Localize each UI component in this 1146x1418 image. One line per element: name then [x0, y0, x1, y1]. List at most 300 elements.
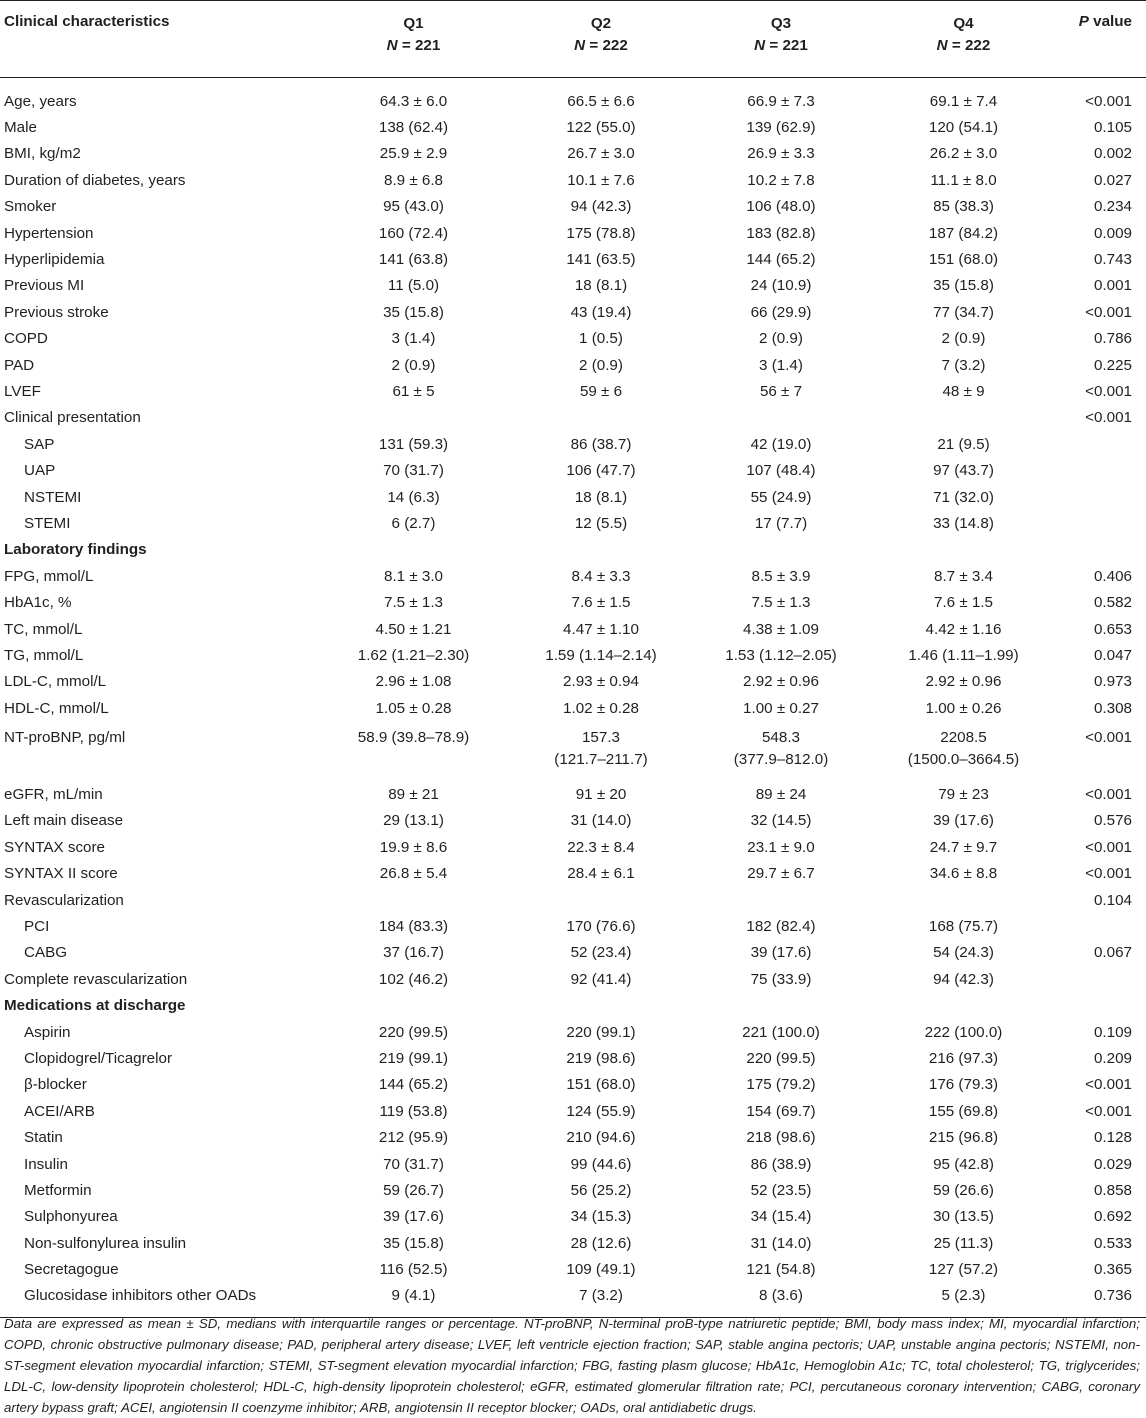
table-row [0, 1019, 1146, 1045]
cell-q3: 218 (98.6) [746, 1129, 816, 1147]
cell-q3-value: 548.3 [761, 729, 800, 747]
cell-q3: 26.9 ± 3.3 [747, 145, 815, 163]
cell-q4: 48 ± 9 [942, 382, 985, 400]
table-row [0, 695, 1146, 721]
cell-q3: 106 (48.0) [746, 198, 816, 216]
row-label: Clinical presentation [4, 409, 141, 427]
cell-q4: 215 (96.8) [928, 1129, 999, 1147]
cell-q2: 99 (44.6) [570, 1155, 632, 1173]
table-row [0, 642, 1146, 668]
cell-q1: 141 (63.8) [378, 251, 449, 269]
cell-q4: 94 (42.3) [933, 970, 994, 988]
cell-q1: 1.62 (1.21–2.30) [357, 646, 470, 664]
cell-q1: 160 (72.4) [378, 224, 449, 242]
cell-q2: 18 (8.1) [574, 277, 628, 295]
header-q2-n-value: = 222 [589, 37, 628, 54]
row-label: BMI, kg/m2 [4, 145, 81, 163]
cell-q3: 3 (1.4) [759, 356, 803, 374]
cell-q3 [691, 721, 871, 781]
row-label: LDL-C, mmol/L [4, 673, 107, 691]
table-row [0, 194, 1146, 220]
cell-q4: 33 (14.8) [933, 514, 994, 532]
cell-q1: 4.50 ± 1.21 [375, 620, 452, 638]
table-row [0, 834, 1146, 860]
cell-q3: 8 (3.6) [691, 1283, 871, 1318]
cell-q3: 8.5 ± 3.9 [751, 567, 811, 585]
table-row [0, 616, 1146, 642]
table-row [0, 431, 1146, 457]
cell-q2: 7 (3.2) [511, 1283, 691, 1318]
row-label: Complete revascularization [4, 970, 188, 988]
cell-q2: 7.6 ± 1.5 [571, 594, 631, 612]
cell-p-value: 0.067 [1093, 944, 1132, 962]
cell-q3 [691, 537, 871, 563]
cell-q1 [316, 993, 511, 1019]
cell-q1: 138 (62.4) [378, 119, 449, 137]
table-row [0, 887, 1146, 913]
cell-q4: 2.92 ± 0.96 [925, 673, 1002, 691]
cell-q3: 55 (24.9) [750, 488, 812, 506]
cell-p-value: 0.047 [1093, 646, 1132, 664]
row-label: Insulin [24, 1155, 68, 1173]
cell-p-value: 0.128 [1093, 1129, 1132, 1147]
cell-q1 [316, 405, 511, 431]
table-row [0, 1098, 1146, 1124]
cell-q4: 7.6 ± 1.5 [934, 594, 993, 612]
cell-q4 [871, 405, 1056, 431]
cell-q1: 35 (15.8) [383, 1234, 444, 1252]
header-q3-n-value: = 221 [769, 37, 808, 54]
row-label: Glucosidase inhibitors other OADs [0, 1283, 316, 1318]
cell-q3: 66 (29.9) [750, 303, 812, 321]
header-row [0, 1, 1146, 78]
cell-q4 [871, 537, 1056, 563]
cell-q2: 22.3 ± 8.4 [567, 838, 635, 856]
table-row [0, 141, 1146, 167]
table-row [0, 220, 1146, 246]
row-label: Smoker [4, 198, 57, 216]
row-label: Statin [24, 1129, 63, 1147]
cell-q2: 28 (12.6) [570, 1234, 632, 1252]
cell-q4: 5 (2.3) [871, 1283, 1056, 1318]
table-row [0, 510, 1146, 536]
row-label: Left main disease [4, 812, 124, 830]
cell-q2: 170 (76.6) [566, 918, 636, 936]
cell-q1: 39 (17.6) [383, 1208, 444, 1226]
cell-q1: 1.05 ± 0.28 [375, 699, 452, 717]
cell-q2: 8.4 ± 3.3 [571, 567, 631, 585]
cell-q4: 2 (0.9) [941, 330, 986, 348]
row-label: Hypertension [4, 224, 94, 242]
cell-q4: 26.2 ± 3.0 [929, 145, 998, 163]
cell-q2: 18 (8.1) [574, 488, 628, 506]
cell-q2: 2.93 ± 0.94 [563, 673, 639, 691]
cell-p-value: 0.692 [1093, 1208, 1132, 1226]
cell-q2: 86 (38.7) [570, 435, 632, 453]
cell-q4: 155 (69.8) [928, 1102, 999, 1120]
cell-q2 [511, 993, 691, 1019]
row-label: Previous stroke [4, 303, 109, 321]
cell-q4: 8.7 ± 3.4 [934, 567, 993, 585]
cell-q3: 42 (19.0) [750, 435, 812, 453]
cell-q4 [871, 887, 1056, 913]
cell-q3: 32 (14.5) [750, 812, 812, 830]
cell-q3: 29.7 ± 6.7 [747, 865, 815, 883]
cell-p-value: 0.973 [1093, 673, 1132, 691]
table-row [0, 1124, 1146, 1150]
cell-p-value: 0.736 [1056, 1283, 1146, 1318]
cell-q2: 59 ± 6 [579, 382, 623, 400]
cell-q4 [871, 721, 1056, 781]
header-q1-n-value: = 221 [401, 37, 441, 54]
cell-q2: 31 (14.0) [570, 812, 632, 830]
row-label: CABG [24, 944, 68, 962]
cell-q2: 56 (25.2) [570, 1181, 632, 1199]
cell-q3: 23.1 ± 9.0 [747, 838, 815, 856]
header-q3-name: Q3 [770, 15, 792, 32]
table-row [0, 781, 1146, 807]
cell-q2: 141 (63.5) [566, 251, 636, 269]
header-q4-n [871, 35, 1056, 57]
row-label: UAP [24, 462, 56, 480]
cell-q3: 220 (99.5) [746, 1049, 816, 1067]
cell-q1: 3 (1.4) [391, 330, 436, 348]
cell-p-value: 0.406 [1093, 567, 1132, 585]
table-row [0, 326, 1146, 352]
cell-q4-value: 2208.5 [940, 729, 987, 747]
cell-q4: 95 (42.8) [933, 1155, 994, 1173]
cell-p-value [1056, 484, 1146, 510]
cell-p-value [1056, 537, 1146, 563]
cell-q3 [691, 405, 871, 431]
cell-q3: 75 (33.9) [750, 970, 812, 988]
table-row [0, 1045, 1146, 1071]
cell-q2 [511, 721, 691, 781]
cell-q2: 1.59 (1.14–2.14) [545, 646, 657, 664]
row-label: Male [4, 119, 37, 137]
row-label: NT-proBNP, pg/ml [4, 729, 126, 747]
cell-q3: 107 (48.4) [746, 462, 816, 480]
cell-q1: 6 (2.7) [391, 514, 436, 532]
cell-q4: 34.6 ± 8.8 [929, 865, 998, 883]
cell-q4: 1.00 ± 0.26 [925, 699, 1002, 717]
cell-q2: 91 ± 20 [575, 786, 627, 804]
cell-q4: 35 (15.8) [933, 277, 994, 295]
cell-q4: 187 (84.2) [928, 224, 999, 242]
cell-q4: 216 (97.3) [928, 1049, 999, 1067]
cell-q4: 71 (32.0) [933, 488, 994, 506]
header-q3-n-label: N [754, 37, 766, 54]
cell-q4: 151 (68.0) [928, 251, 999, 269]
cell-q3: 52 (23.5) [750, 1181, 812, 1199]
row-label: Clopidogrel/Ticagrelor [24, 1049, 173, 1067]
row-label: HDL-C, mmol/L [4, 699, 109, 717]
row-label: SAP [24, 435, 55, 453]
row-label: NSTEMI [24, 488, 82, 506]
cell-q1: 131 (59.3) [378, 435, 449, 453]
cell-q2: 109 (49.1) [566, 1261, 636, 1279]
header-q1-n [316, 35, 511, 57]
cell-q1: 26.8 ± 5.4 [379, 865, 448, 883]
cell-q2: 2 (0.9) [579, 356, 623, 374]
table-row [0, 405, 1146, 431]
table-row [0, 1230, 1146, 1256]
cell-q4: 21 (9.5) [937, 435, 990, 453]
cell-q3: 39 (17.6) [750, 944, 812, 962]
cell-q1 [316, 537, 511, 563]
cell-q1: 144 (65.2) [378, 1076, 449, 1094]
header-p-letter: P [1078, 13, 1089, 30]
cell-q4: 11.1 ± 8.0 [930, 171, 997, 189]
cell-q4: 127 (57.2) [928, 1261, 999, 1279]
cell-q1: 119 (53.8) [379, 1102, 448, 1120]
cell-p-value: <0.001 [1085, 1076, 1132, 1094]
cell-q4: 7 (3.2) [941, 356, 986, 374]
row-label: PAD [4, 356, 35, 374]
cell-q1: 61 ± 5 [392, 382, 435, 400]
cell-q2: 1 (0.5) [579, 330, 623, 348]
row-label: SYNTAX II score [4, 865, 118, 883]
cell-q3-range: (377.9–812.0) [733, 751, 829, 769]
cell-q2: 122 (55.0) [566, 119, 636, 137]
cell-q3 [691, 887, 871, 913]
cell-q1: 89 ± 21 [388, 786, 439, 804]
section-label: Laboratory findings [4, 541, 147, 559]
section-row [0, 993, 1146, 1019]
cell-q4-range: (1500.0–3664.5) [907, 751, 1020, 769]
cell-q1: 2 (0.9) [391, 356, 436, 374]
cell-q3: 2.92 ± 0.96 [743, 673, 819, 691]
section-row [0, 537, 1146, 563]
cell-q3: 66.9 ± 7.3 [747, 92, 815, 110]
row-label: Duration of diabetes, years [4, 171, 186, 189]
table-row [0, 808, 1146, 834]
cell-q2: 151 (68.0) [566, 1076, 636, 1094]
cell-q4: 1.46 (1.11–1.99) [908, 646, 1019, 664]
cell-q3: 175 (79.2) [746, 1076, 816, 1094]
header-q1-name: Q1 [403, 15, 424, 32]
row-label: Metformin [24, 1181, 92, 1199]
cell-q3: 1.00 ± 0.27 [743, 699, 819, 717]
row-label: eGFR, mL/min [4, 786, 103, 804]
row-label: PCI [24, 918, 50, 936]
header-q2 [511, 1, 691, 78]
cell-p-value: <0.001 [1085, 838, 1132, 856]
header-characteristic: Clinical characteristics [0, 1, 316, 78]
cell-q4: 54 (24.3) [933, 944, 994, 962]
cell-q3: 2 (0.9) [759, 330, 803, 348]
header-q1-n-label: N [386, 37, 398, 54]
cell-p-value: 0.234 [1093, 198, 1132, 216]
cell-q2-range: (121.7–211.7) [554, 751, 648, 769]
cell-p-value: 0.743 [1093, 251, 1132, 269]
table-row [0, 114, 1146, 140]
cell-p-value: 0.576 [1093, 812, 1132, 830]
table-header [0, 1, 1146, 78]
cell-q4: 4.42 ± 1.16 [925, 620, 1002, 638]
cell-q1: 184 (83.3) [378, 918, 449, 936]
cell-q4: 77 (34.7) [933, 303, 994, 321]
row-label: β-blocker [24, 1076, 87, 1094]
cell-q3: 221 (100.0) [742, 1023, 820, 1041]
row-label: FPG, mmol/L [4, 567, 94, 585]
cell-q2: 4.47 ± 1.10 [563, 620, 639, 638]
cell-q3: 183 (82.8) [746, 224, 816, 242]
cell-q1: 37 (16.7) [383, 944, 444, 962]
cell-q4: 59 (26.6) [933, 1181, 994, 1199]
cell-q3: 182 (82.4) [746, 918, 816, 936]
cell-q2 [511, 405, 691, 431]
table-row [0, 246, 1146, 272]
row-label: Aspirin [24, 1023, 71, 1041]
cell-q2: 28.4 ± 6.1 [567, 865, 635, 883]
table-row [0, 352, 1146, 378]
cell-q1: 70 (31.7) [383, 1155, 444, 1173]
cell-q2: 106 (47.7) [566, 462, 636, 480]
cell-q4: 69.1 ± 7.4 [929, 92, 998, 110]
header-p-value [1056, 1, 1146, 78]
cell-q3: 4.38 ± 1.09 [743, 620, 819, 638]
cell-q1: 58.9 (39.8–78.9) [357, 729, 470, 747]
cell-q1: 64.3 ± 6.0 [379, 92, 448, 110]
header-q2-n-label: N [574, 37, 586, 54]
cell-q1: 2.96 ± 1.08 [375, 673, 452, 691]
cell-p-value: 0.029 [1093, 1155, 1132, 1173]
table-body [0, 78, 1146, 1318]
cell-q2: 34 (15.3) [570, 1208, 632, 1226]
header-p-rest: value [1093, 13, 1132, 30]
cell-q4: 176 (79.3) [928, 1076, 999, 1094]
cell-p-value: 0.786 [1093, 330, 1132, 348]
cell-q1: 95 (43.0) [383, 198, 444, 216]
cell-q4: 24.7 ± 9.7 [929, 838, 998, 856]
cell-q2: 1.02 ± 0.28 [563, 699, 639, 717]
cell-q1: 212 (95.9) [378, 1129, 449, 1147]
table-row [0, 378, 1146, 404]
row-label: COPD [4, 330, 48, 348]
cell-q2: 26.7 ± 3.0 [567, 145, 635, 163]
row-label: LVEF [4, 382, 41, 400]
cell-q3: 89 ± 24 [755, 786, 807, 804]
header-q4-n-label: N [936, 37, 948, 54]
cell-q1: 102 (46.2) [378, 970, 449, 988]
cell-q1: 25.9 ± 2.9 [379, 145, 448, 163]
cell-q2: 12 (5.5) [574, 514, 628, 532]
row-label: Secretagogue [24, 1261, 119, 1279]
table-footnote: Data are expressed as mean ± SD, medians with interquartile ranges or percentage. NT-proBNP, N-terminal proB-type natriuretic peptide; BMI, body mass index; MI, myocardial infarction; COPD, chronic obstructive pulmonary disease; PAD, peripheral artery disease; LVEF, left ventricle ejection fraction; SAP, stable angina pectoris; UAP, unstable angina pectoris; NSTEMI, non-ST-segment elevation myocardial infarction; STEMI, ST-segment elevation myocardial infarction; FBG, fasting plasm glucose; HbA1c, Hemoglobin A1c; TC, total cholesterol; TG, triglycerides; LDL-C, low-density lipoprotein cholesterol; HDL-C, high-density lipoprotein cholesterol; eGFR, estimated glomerular filtration rate; PCI, percutaneous coronary intervention; CABG, coronary artery bypass graft; ACEI, angiotensin II coenzyme inhibitor; ARB, angiotensin II receptor blocker; OADs, oral antidiabetic drugs. [4, 1316, 1140, 1416]
cell-q3: 10.2 ± 7.8 [747, 171, 815, 189]
cell-q2: 220 (99.1) [566, 1023, 636, 1041]
cell-p-value: 0.104 [1093, 891, 1132, 909]
cell-p-value [1056, 993, 1146, 1019]
cell-q2: 43 (19.4) [570, 303, 632, 321]
cell-q2: 124 (55.9) [566, 1102, 636, 1120]
cell-q2-value: 157.3 [581, 729, 620, 747]
cell-q1: 220 (99.5) [378, 1023, 449, 1041]
row-label: Non-sulfonylurea insulin [24, 1234, 187, 1252]
cell-q2: 52 (23.4) [570, 944, 632, 962]
cell-q4: 85 (38.3) [933, 198, 994, 216]
row-label: ACEI/ARB [24, 1102, 95, 1120]
table-row [0, 167, 1146, 193]
cell-p-value: 0.027 [1093, 171, 1132, 189]
header-q4-n-value: = 222 [951, 37, 991, 54]
cell-p-value: 0.365 [1093, 1261, 1132, 1279]
cell-q1: 14 (6.3) [387, 488, 440, 506]
table-row [0, 484, 1146, 510]
cell-p-value: 0.209 [1093, 1049, 1132, 1067]
cell-p-value: <0.001 [1085, 729, 1132, 747]
row-label: TG, mmol/L [4, 646, 84, 664]
cell-q3: 56 ± 7 [759, 382, 803, 400]
table-row [0, 913, 1146, 939]
cell-q2: 92 (41.4) [570, 970, 632, 988]
cell-p-value: 0.109 [1093, 1023, 1132, 1041]
cell-p-value: 0.002 [1093, 145, 1132, 163]
table-row [0, 563, 1146, 589]
table-row [0, 78, 1146, 115]
row-label: Hyperlipidemia [4, 251, 105, 269]
header-q2-n [511, 35, 691, 57]
header-q2-name: Q2 [590, 15, 612, 32]
cell-q4: 168 (75.7) [928, 918, 999, 936]
table-row [0, 966, 1146, 992]
cell-p-value: <0.001 [1085, 1102, 1132, 1120]
cell-p-value [1056, 431, 1146, 457]
cell-q3: 31 (14.0) [750, 1234, 812, 1252]
cell-q4: 30 (13.5) [933, 1208, 994, 1226]
section-label: Medications at discharge [4, 997, 186, 1015]
cell-p-value: 0.009 [1093, 224, 1132, 242]
cell-q3: 17 (7.7) [754, 514, 808, 532]
row-label: Age, years [4, 92, 77, 110]
header-q1 [316, 1, 511, 78]
cell-q1: 29 (13.1) [383, 812, 444, 830]
cell-p-value: 0.653 [1093, 620, 1132, 638]
cell-q3: 121 (54.8) [746, 1261, 816, 1279]
cell-p-value: 0.533 [1093, 1234, 1132, 1252]
cell-q4: 222 (100.0) [924, 1023, 1003, 1041]
cell-q1: 19.9 ± 8.6 [379, 838, 448, 856]
cell-p-value: <0.001 [1085, 303, 1132, 321]
cell-q3: 86 (38.9) [750, 1155, 812, 1173]
cell-q1: 35 (15.8) [383, 303, 444, 321]
cell-q1: 8.1 ± 3.0 [384, 567, 443, 585]
cell-q1: 7.5 ± 1.3 [384, 594, 443, 612]
row-label: STEMI [24, 514, 71, 532]
row-label: Sulphonyurea [24, 1208, 118, 1226]
table-row [0, 861, 1146, 887]
cell-q1: 219 (99.1) [378, 1049, 449, 1067]
cell-p-value [1056, 457, 1146, 483]
row-label: SYNTAX score [4, 838, 105, 856]
table-row [0, 457, 1146, 483]
cell-p-value [1056, 510, 1146, 536]
cell-q4: 120 (54.1) [928, 119, 999, 137]
table-row [0, 669, 1146, 695]
cell-q3: 144 (65.2) [746, 251, 816, 269]
cell-q4: 79 ± 23 [938, 786, 989, 804]
cell-p-value: <0.001 [1085, 865, 1132, 883]
table-row [0, 273, 1146, 299]
cell-p-value: <0.001 [1085, 409, 1132, 427]
cell-p-value: 0.308 [1093, 699, 1132, 717]
cell-q1: 59 (26.7) [383, 1181, 444, 1199]
header-q4 [871, 1, 1056, 78]
cell-q3: 154 (69.7) [746, 1102, 816, 1120]
cell-q3: 34 (15.4) [750, 1208, 812, 1226]
row-label: TC, mmol/L [4, 620, 83, 638]
